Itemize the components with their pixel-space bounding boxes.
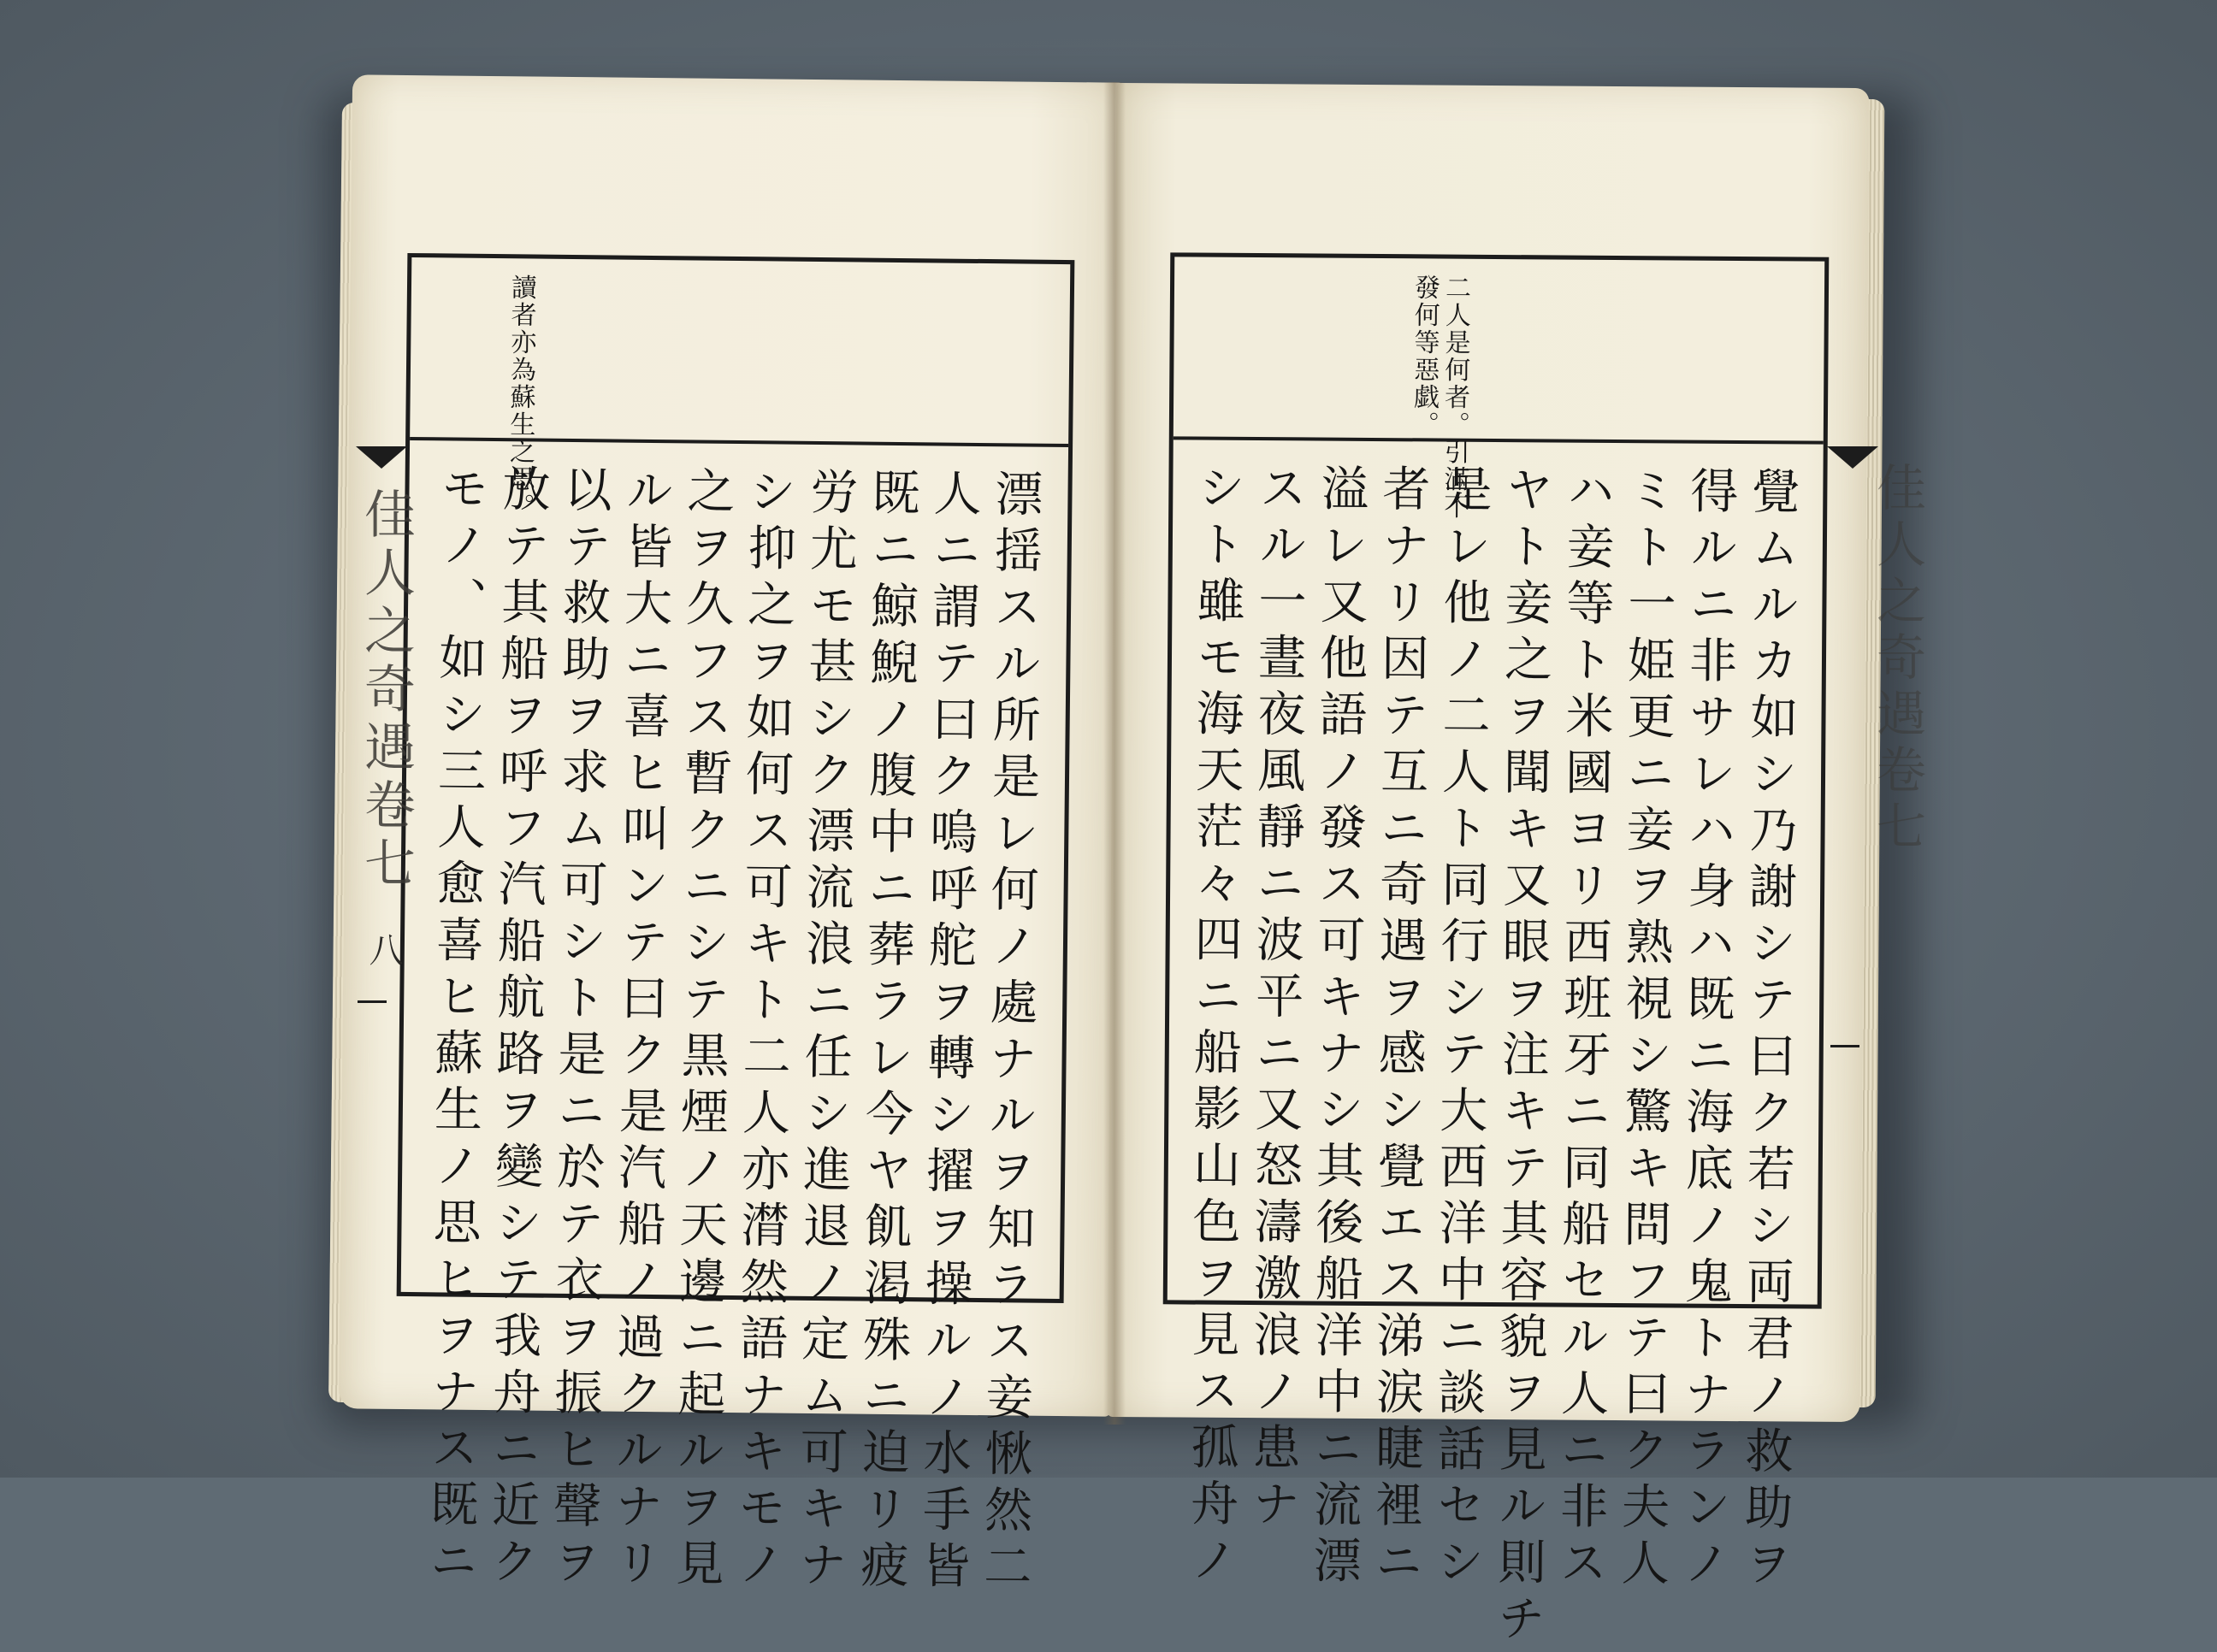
right-head-note-line-1: 二人是何者。引滿不 [1439,274,1471,521]
left-column-5: シ抑之ヲ如何ス可キト二人亦潸然語ナキモノ [729,466,797,1596]
right-column-9: スル一晝夜風靜ニ波平ニ又怒濤激浪ノ患ナ [1244,462,1308,1536]
left-column-2: 人ニ謂テ曰ク嗚呼舵ヲ轉シ擢ヲ操ルノ水手皆 [913,468,982,1597]
right-margin-title: 佳人之奇遇卷七 [1868,462,1926,857]
left-column-4: 労尤モ甚シク漂流浪ニ任シ進退ノ定ム可キナ [790,466,859,1596]
right-column-3: ミト一姫更ニ妾ヲ熟視シ驚キ問フテ曰ク夫人 [1613,465,1677,1595]
left-margin-title: 佳人之奇遇卷七 [356,487,416,894]
right-head-note-line-2: 發何等惡戯。 [1408,274,1440,439]
left-head-note: 讀者亦為蘇生之思。 [504,274,537,521]
left-head-note-area [410,257,1070,521]
left-column-10: モノ、如シ三人愈喜ヒ蘇生ノ思ヒヲナス既ニ [422,463,489,1592]
right-column-5: ヤト妾之ヲ聞キ又眼ヲ注キテ其容貌ヲ見ル則チ [1489,464,1554,1650]
left-fishtail-mark [356,446,407,469]
book-gutter [1103,82,1126,1425]
left-column-3: 既ニ鯨鯢ノ腹中ニ葬ラレ今ヤ飢渇殊ニ迫リ疲 [852,467,920,1597]
left-page-number: 八 [364,932,403,973]
right-text-frame [1163,252,1830,1650]
left-column-8: 以テ救助ヲ求ム可シト是ニ於テ衣ヲ振ヒ聲ヲ [545,463,612,1594]
left-text-frame [397,253,1075,1598]
right-column-6: 是レ他ノ二人ト同行シテ大西洋中ニ談話セシ [1428,463,1493,1593]
right-head-note-area [1174,257,1824,521]
left-margin-rule [358,1000,387,1003]
left-column-7: ル皆大ニ喜ヒ叫ンテ曰ク是汽船ノ過クルナリ [606,464,674,1595]
right-column-8: 溢レ又他語ノ發ス可キナシ其後船洋中ニ流漂 [1305,463,1369,1592]
left-column-1: 漂揺スル所是レ何ノ處ナルヲ知ラス妾愀然二 [975,469,1043,1598]
right-column-7: 者ナリ因テ互ニ奇遇ヲ感シ覺エス涕涙睫裡ニ [1367,463,1431,1593]
right-margin-rule [1830,1045,1859,1047]
left-column-6: 之ヲ久フス暫クニシテ黒煙ノ天邊ニ起ルヲ見 [668,465,736,1595]
right-column-4: ハ妾等ト米國ヨリ西班牙ニ同船セル人ニ非ス [1552,464,1616,1594]
right-column-10: シト雖モ海天茫々四ニ船影山色ヲ見ス孤舟ノ [1182,462,1246,1591]
right-column-1: 覺ムルカ如シ乃謝シテ曰ク若シ両君ノ救助ヲ [1736,466,1800,1596]
right-column-2: 得ルニ非サレハ身ハ既ニ海底ノ鬼トナランノ [1675,465,1739,1595]
left-column-9: 放テ其船ヲ呼フ汽船航路ヲ變シテ我舟ニ近ク [483,463,551,1593]
